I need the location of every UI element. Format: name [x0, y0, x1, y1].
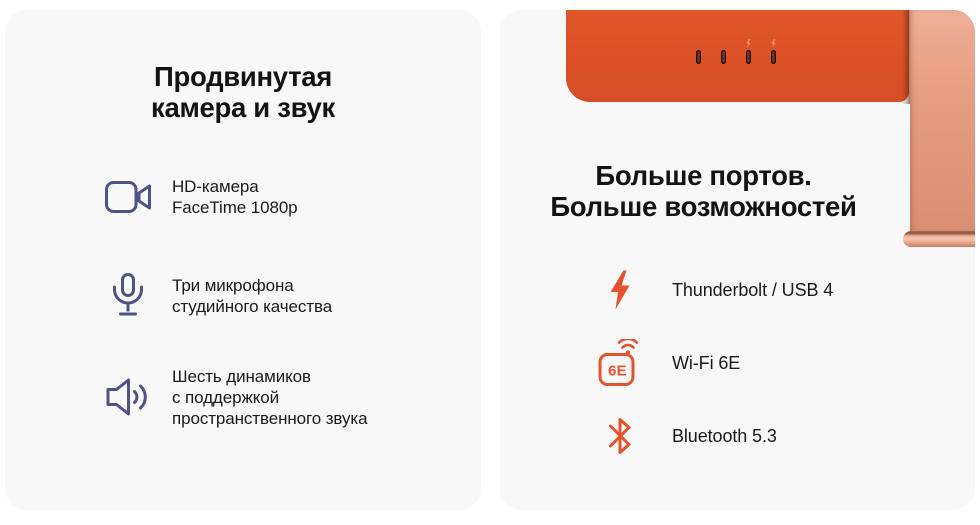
port-slot	[771, 50, 776, 64]
svg-text:6E: 6E	[608, 362, 627, 380]
port-slot	[696, 50, 701, 64]
feature-hd-camera-text: HD-камера FaceTime 1080p	[172, 177, 298, 217]
imac-back-panel	[566, 10, 909, 102]
title-line-1: Больше портов.	[595, 160, 812, 191]
feature-microphones-text: Три микрофона студийного качества	[172, 276, 333, 316]
ports-title	[500, 160, 907, 222]
feature-wifi-label: Wi-Fi 6E	[672, 353, 741, 373]
feature-bluetooth-label: Bluetooth 5.3	[672, 426, 777, 446]
microphone-icon	[103, 273, 153, 319]
bluetooth-icon	[598, 414, 642, 458]
port-slot	[721, 50, 726, 64]
feature-wifi	[598, 335, 740, 391]
feature-speakers-text: Шесть динамиков с поддержкой пространственного звука	[172, 366, 368, 428]
title-line-2: камера и звук	[150, 92, 336, 123]
thunderbolt-port-marker-icon	[771, 39, 776, 48]
imac-bottom-edge	[903, 231, 975, 247]
thunderbolt-icon	[598, 270, 642, 310]
title-line-1: Продвинутая	[153, 61, 332, 92]
camera-audio-card	[5, 10, 481, 510]
port-slot	[746, 50, 751, 64]
feature-thunderbolt	[598, 262, 833, 318]
feature-microphones	[103, 268, 332, 324]
speaker-icon	[103, 377, 153, 417]
video-camera-icon	[103, 181, 153, 213]
imac-side-panel	[910, 10, 975, 233]
imac-panel-seam	[902, 10, 910, 104]
wifi-6e-icon	[598, 339, 642, 387]
ports-card	[500, 10, 975, 510]
feature-thunderbolt-label: Thunderbolt / USB 4	[672, 280, 834, 300]
camera-audio-title	[5, 61, 481, 123]
title-line-2: Больше возможностей	[550, 191, 857, 222]
feature-bluetooth	[598, 408, 777, 464]
feature-hd-camera	[103, 171, 298, 223]
thunderbolt-port-marker-icon	[746, 39, 751, 48]
feature-speakers	[103, 362, 367, 432]
